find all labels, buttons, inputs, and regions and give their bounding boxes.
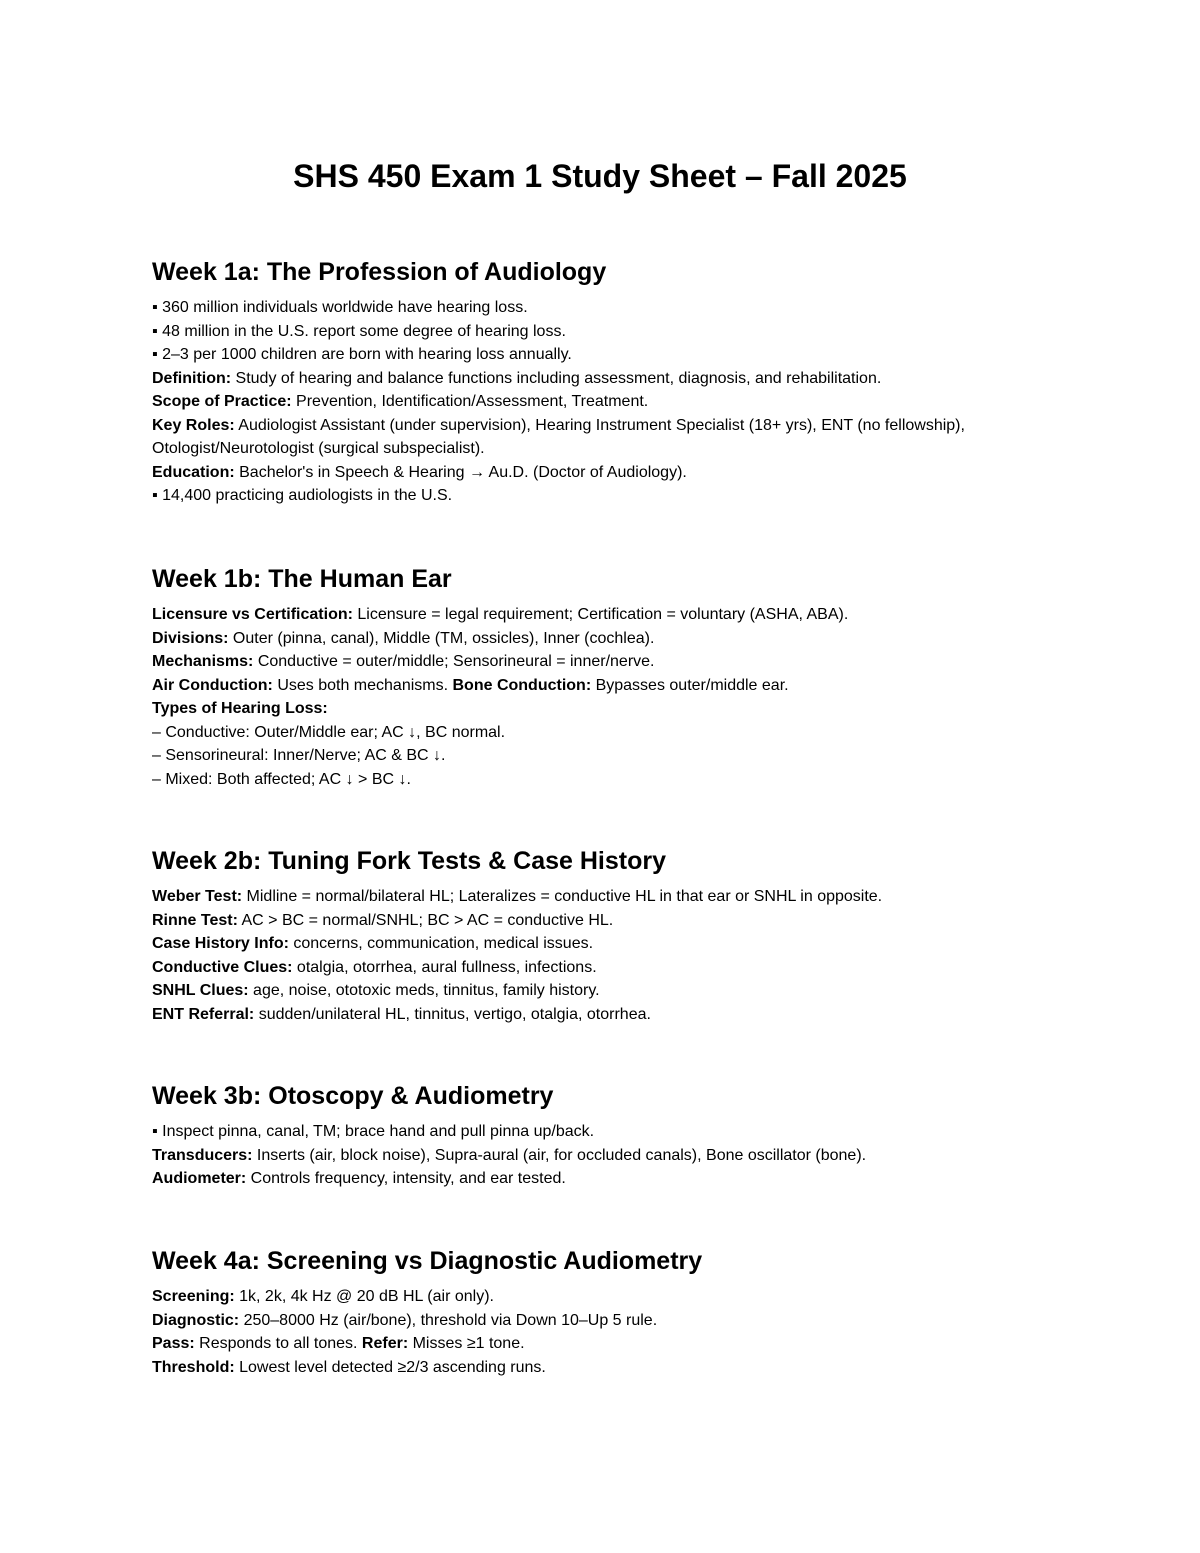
term-label: Key Roles: (152, 416, 235, 434)
line-text: ▪ 14,400 practicing audiologists in the U.S. (152, 487, 453, 504)
study-line (152, 932, 1082, 956)
line-text: Uses both mechanisms. (272, 676, 453, 694)
line-text: Lowest level detected ≥2/3 ascending runs. (234, 1358, 546, 1376)
term-label: ENT Referral: (152, 1005, 255, 1023)
line-text: Outer (pinna, canal), Middle (TM, ossicles), Inner (cochlea). (228, 629, 655, 647)
term-label: Refer: (361, 1335, 409, 1352)
term-label: Audiometer: (152, 1170, 247, 1187)
study-line (152, 367, 1082, 391)
study-line (152, 1356, 1082, 1380)
line-text: ▪ 2–3 per 1000 children are born with hearing loss annually. (152, 346, 572, 363)
study-line (152, 885, 1082, 909)
study-line (152, 956, 1082, 980)
term-label: Conductive Clues: (152, 958, 293, 976)
study-line (152, 1309, 1082, 1333)
line-text: Responds to all tones. (194, 1335, 362, 1352)
line-text: – Conductive: Outer/Middle ear; AC ↓, BC normal. (152, 723, 506, 741)
study-line (152, 744, 1082, 768)
study-line (152, 721, 1082, 745)
study-line (152, 1003, 1082, 1027)
term-label: Air Conduction: (152, 676, 273, 694)
section-week-2b (152, 845, 1082, 1026)
study-line (152, 390, 1082, 414)
line-text: Conductive = outer/middle; Sensorineural = inner/nerve. (253, 653, 655, 670)
study-line (152, 909, 1082, 933)
term-label: Divisions: (152, 629, 229, 647)
line-text: – Mixed: Both affected; AC ↓ > BC ↓. (152, 770, 411, 788)
study-line (152, 1285, 1082, 1309)
section-week-1b (152, 563, 1082, 791)
term-label: Types of Hearing Loss: (152, 700, 328, 717)
line-text: ▪ Inspect pinna, canal, TM; brace hand and pull pinna up/back. (152, 1123, 595, 1140)
line-text: ▪ 360 million individuals worldwide have hearing loss. (152, 299, 528, 316)
term-label: Licensure vs Certification: (152, 606, 353, 623)
term-label: Screening: (152, 1288, 235, 1305)
line-text: Prevention, Identification/Assessment, Treatment. (291, 393, 649, 410)
study-line (152, 1144, 1082, 1168)
study-line (152, 296, 1082, 320)
line-text: – Sensorineural: Inner/Nerve; AC & BC ↓. (152, 747, 446, 764)
line-text: Audiologist Assistant (under supervision), Hearing Instrument Specialist (18+ yrs), ENT (no fellowship), Otologist/Neurotologist (surgical subspecialist). (152, 416, 965, 457)
study-line (152, 697, 1082, 721)
term-label: Weber Test: (152, 888, 243, 905)
line-text: Controls frequency, intensity, and ear tested. (246, 1170, 566, 1187)
term-label: Mechanisms: (152, 653, 254, 670)
study-line (152, 343, 1082, 367)
term-label: Scope of Practice: (152, 393, 292, 410)
term-label: Case History Info: (152, 935, 289, 952)
line-text: Licensure = legal requirement; Certification = voluntary (ASHA, ABA). (352, 606, 849, 623)
line-text: age, noise, ototoxic meds, tinnitus, family history. (248, 982, 600, 999)
section-week-4a (152, 1245, 1082, 1379)
line-text: Midline = normal/bilateral HL; Lateralizes = conductive HL in that ear or SNHL in opposite. (242, 888, 883, 905)
study-line (152, 1167, 1082, 1191)
line-text: sudden/unilateral HL, tinnitus, vertigo, otalgia, otorrhea. (254, 1005, 651, 1023)
line-text: Misses ≥1 tone. (408, 1335, 525, 1352)
line-text: ▪ 48 million in the U.S. report some degree of hearing loss. (152, 322, 566, 340)
section-body (152, 1285, 1082, 1379)
line-text: Bypasses outer/middle ear. (591, 676, 789, 694)
section-week-1a (152, 256, 1082, 508)
study-line (152, 674, 1082, 698)
section-heading: Week 1a: The Profession of Audiology (152, 258, 607, 286)
line-text: Bachelor's in Speech & Hearing → Au.D. (Doctor of Audiology). (234, 463, 687, 481)
section-body (152, 1120, 1082, 1191)
line-text: AC > BC = normal/SNHL; BC > AC = conductive HL. (237, 911, 614, 929)
study-line (152, 603, 1082, 627)
study-line (152, 768, 1082, 792)
term-label: Bone Conduction: (452, 676, 592, 694)
line-text: 250–8000 Hz (air/bone), threshold via Down 10–Up 5 rule. (239, 1311, 658, 1329)
section-body (152, 296, 1082, 508)
line-text: 1k, 2k, 4k Hz @ 20 dB HL (air only). (234, 1288, 494, 1305)
term-label: Education: (152, 463, 235, 481)
line-text: concerns, communication, medical issues. (288, 935, 594, 952)
term-label: Pass: (152, 1335, 195, 1352)
section-heading: Week 3b: Otoscopy & Audiometry (152, 1082, 554, 1110)
term-label: Rinne Test: (152, 911, 238, 929)
study-line (152, 1120, 1082, 1144)
study-line (152, 414, 1082, 461)
study-line (152, 320, 1082, 344)
section-week-3b (152, 1080, 1082, 1191)
study-line (152, 461, 1082, 485)
study-line (152, 979, 1082, 1003)
line-text: Inserts (air, block noise), Supra-aural (air, for occluded canals), Bone oscillator (bone). (252, 1146, 867, 1164)
line-text: Study of hearing and balance functions including assessment, diagnosis, and rehabilitation. (231, 369, 882, 387)
term-label: Definition: (152, 369, 232, 387)
term-label: Transducers: (152, 1146, 253, 1164)
section-heading: Week 1b: The Human Ear (152, 565, 452, 593)
section-heading: Week 2b: Tuning Fork Tests & Case History (152, 847, 667, 875)
study-line (152, 650, 1082, 674)
line-text: otalgia, otorrhea, aural fullness, infections. (292, 958, 597, 976)
document-title: SHS 450 Exam 1 Study Sheet – Fall 2025 (293, 158, 907, 194)
term-label: SNHL Clues: (152, 982, 249, 999)
section-body (152, 885, 1082, 1026)
study-line (152, 484, 1082, 508)
section-heading: Week 4a: Screening vs Diagnostic Audiometry (152, 1247, 703, 1275)
section-body (152, 603, 1082, 791)
study-line (152, 1332, 1082, 1356)
study-line (152, 627, 1082, 651)
term-label: Diagnostic: (152, 1311, 240, 1329)
term-label: Threshold: (152, 1358, 235, 1376)
